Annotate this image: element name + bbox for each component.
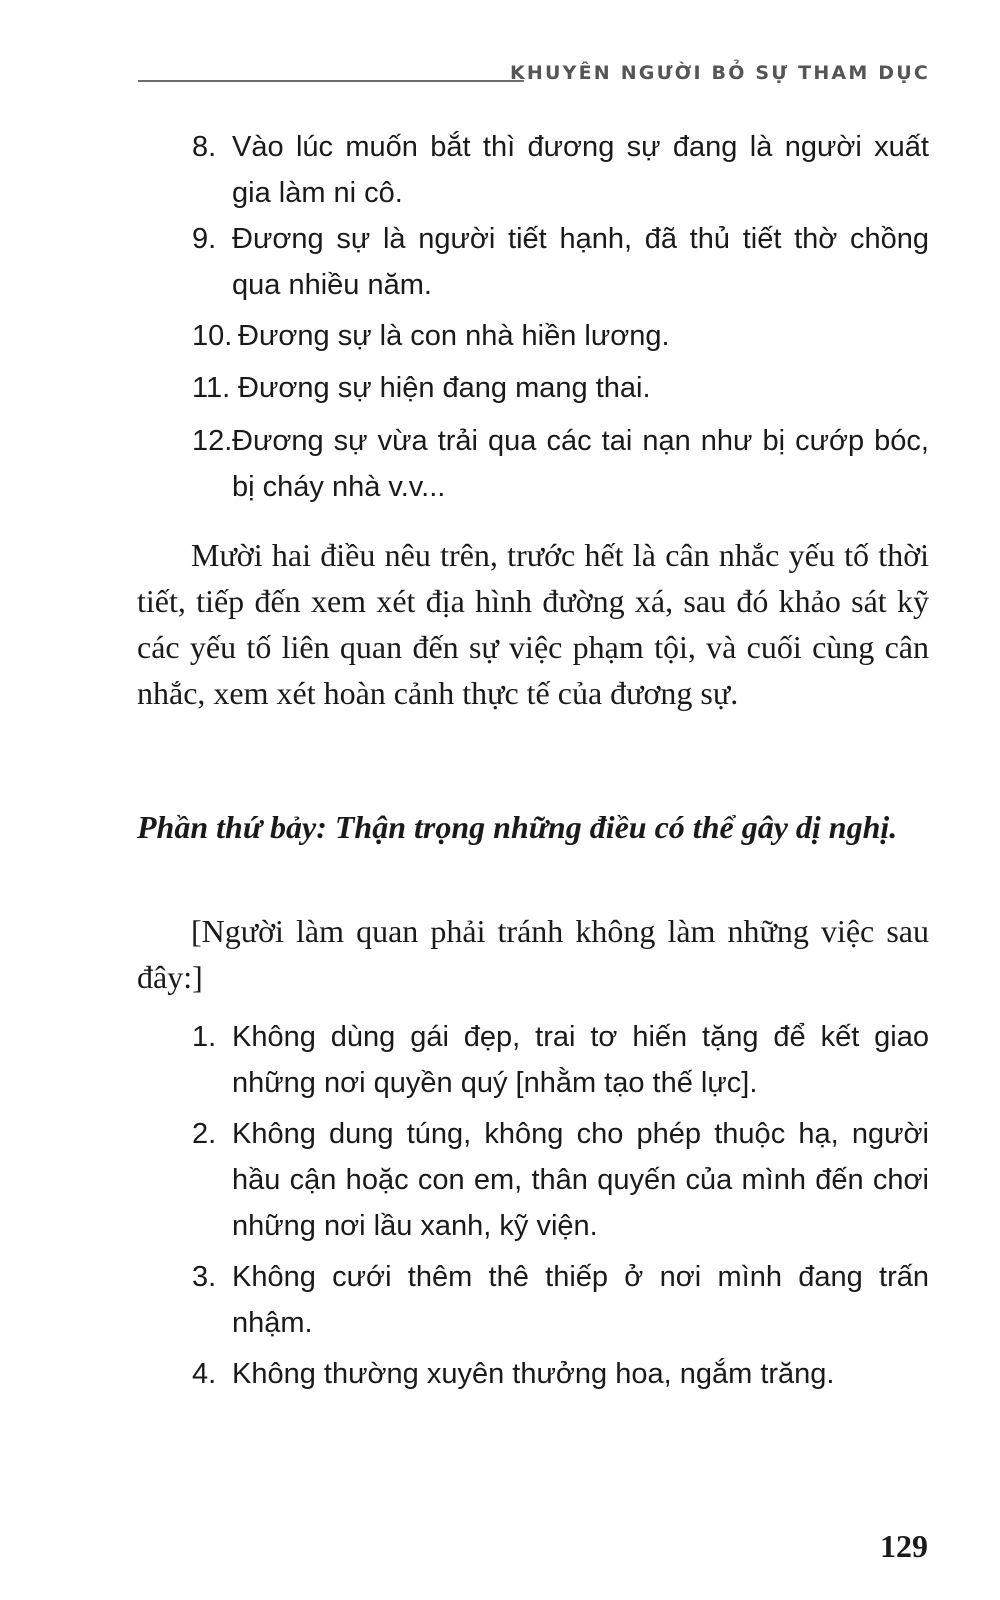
- list-item-text: Đương sự là con nhà hiền lương.: [238, 320, 670, 352]
- list-item-text: Vào lúc muốn bắt thì đương sự đang là người xuất gia làm ni cô.: [232, 131, 929, 209]
- list-item-number: 1.: [192, 1021, 217, 1053]
- list-item-number: 11.: [192, 372, 231, 404]
- running-header-title: KHUYÊN NGƯỜI BỎ SỰ THAM DỤC: [509, 62, 930, 84]
- list-item: [192, 365, 929, 411]
- page-number: 129: [880, 1528, 928, 1564]
- list-item-text: Đương sự là người tiết hạnh, đã thủ tiết thờ chồng qua nhiều năm.: [232, 223, 929, 301]
- section-heading: Phần thứ bảy: Thận trọng những điều có thể gây dị nghị.: [137, 809, 898, 845]
- list-item-text: Không thường xuyên thưởng hoa, ngắm trăng.: [232, 1358, 835, 1390]
- list-item-text: Không dùng gái đẹp, trai tơ hiến tặng để kết giao những nơi quyền quý [nhằm tạo thế lực].: [232, 1021, 929, 1099]
- list-item: [192, 1111, 929, 1249]
- list-item-number: 2.: [192, 1118, 217, 1150]
- list-item-number: 9.: [192, 223, 217, 255]
- list-item-text: Đương sự vừa trải qua các tai nạn như bị cướp bóc, bị cháy nhà v.v...: [232, 425, 929, 503]
- list-item-number: 3.: [192, 1261, 217, 1293]
- list-item: [192, 1014, 929, 1106]
- list-item-text: Không dung túng, không cho phép thuộc hạ, người hầu cận hoặc con em, thân quyến của mình đến chơi những nơi lầu xanh, kỹ viện.: [232, 1118, 929, 1242]
- list-item: [192, 124, 929, 216]
- body-paragraph: [Người làm quan phải tránh không làm những việc sau đây:]: [137, 913, 929, 995]
- list-item: [192, 1351, 929, 1397]
- list-item-text: Đương sự hiện đang mang thai.: [238, 372, 651, 404]
- list-item: [192, 418, 929, 510]
- list-item-number: 8.: [192, 131, 217, 163]
- list-item-text: Không cưới thêm thê thiếp ở nơi mình đang trấn nhậm.: [232, 1261, 929, 1339]
- list-item-number: 12.: [192, 425, 233, 457]
- body-paragraph: Mười hai điều nêu trên, trước hết là cân nhắc yếu tố thời tiết, tiếp đến xem xét địa hình đường xá, sau đó khảo sát kỹ các yếu tố liên quan đến sự việc phạm tội, và cuối cùng cân nhắc, xem xét hoàn cảnh thực tế của đương sự.: [137, 537, 929, 711]
- list-item: [192, 216, 929, 308]
- running-header: [138, 58, 930, 92]
- list-item: [192, 1254, 929, 1346]
- header-rule: [138, 80, 524, 82]
- list-item-number: 10.: [192, 320, 233, 352]
- list-item: [192, 313, 929, 359]
- list-item-number: 4.: [192, 1358, 217, 1390]
